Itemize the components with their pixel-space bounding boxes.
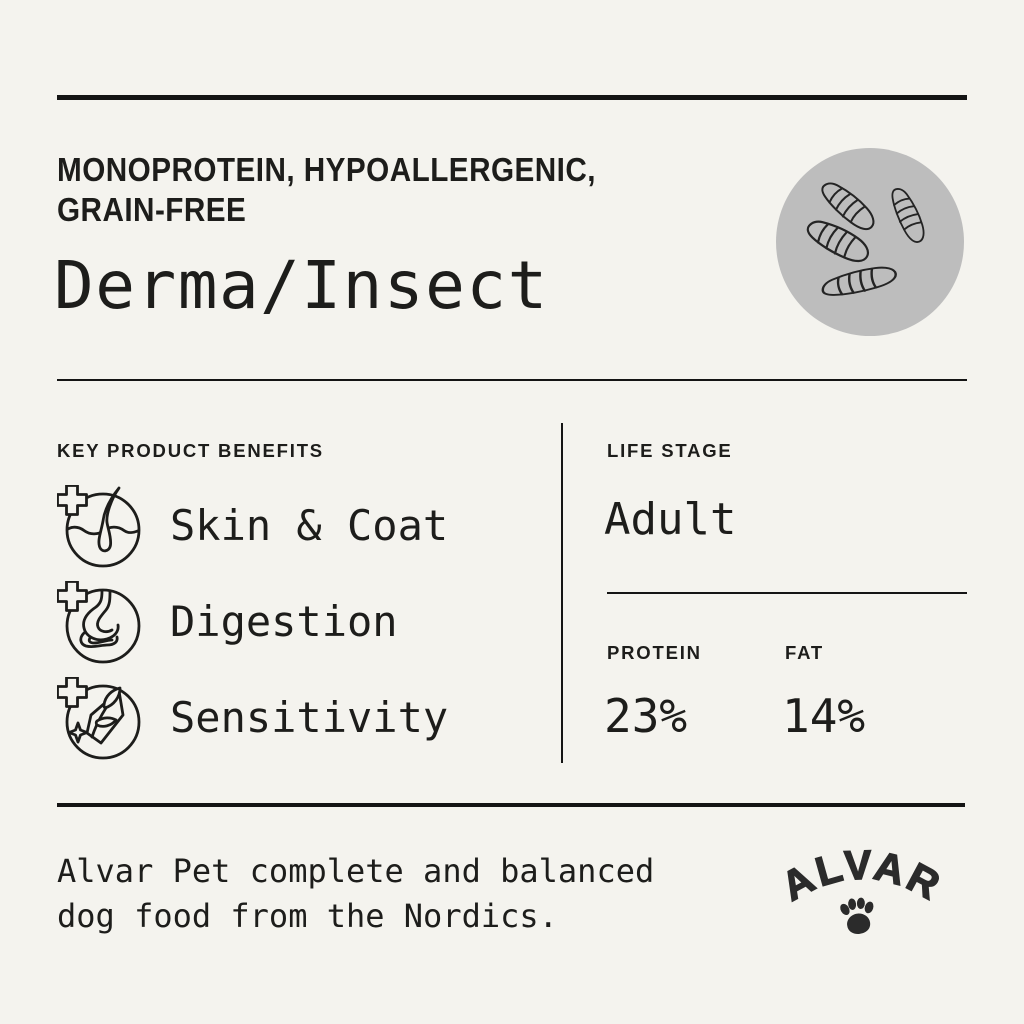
life-stage-label: LIFE STAGE xyxy=(607,440,733,461)
digestion-icon xyxy=(57,581,141,665)
footer-divider xyxy=(57,803,965,807)
skin-coat-icon xyxy=(57,485,141,569)
life-stage-divider xyxy=(607,592,967,594)
benefits-section-label: KEY PRODUCT BENEFITS xyxy=(57,440,324,461)
header-divider xyxy=(57,379,967,381)
protein-label: PROTEIN xyxy=(607,642,702,663)
brand-logo xyxy=(772,846,952,958)
top-divider xyxy=(57,95,967,100)
protein-value: 23% xyxy=(604,689,688,743)
product-tagline xyxy=(57,150,596,230)
benefit-row-skin-coat xyxy=(57,485,448,569)
life-stage-value: Adult xyxy=(604,494,737,545)
nutrient-protein xyxy=(604,642,702,743)
brand-name-text: ALVAR xyxy=(773,846,951,910)
benefits-list xyxy=(57,485,448,761)
product-name: Derma/Insect xyxy=(54,247,549,324)
fat-value: 14% xyxy=(782,689,866,743)
paw-icon xyxy=(838,896,878,936)
benefit-label: Skin & Coat xyxy=(170,500,449,550)
column-divider xyxy=(561,423,563,763)
sensitivity-icon xyxy=(57,677,141,761)
tagline-line-1: MONOPROTEIN, HYPOALLERGENIC, xyxy=(57,151,596,188)
insect-larvae-icon xyxy=(775,147,965,337)
benefit-row-digestion xyxy=(57,581,448,665)
benefit-label: Digestion xyxy=(170,596,398,646)
fat-label: FAT xyxy=(785,642,824,663)
benefit-row-sensitivity xyxy=(57,677,448,761)
tagline-line-2: GRAIN-FREE xyxy=(57,191,247,228)
badge-circle xyxy=(776,148,964,336)
insect-badge xyxy=(775,147,965,337)
nutrient-fat xyxy=(782,642,866,743)
footer-line-2: dog food from the Nordics. xyxy=(57,897,558,935)
plus-icon xyxy=(58,582,87,611)
plus-icon xyxy=(58,486,87,515)
alvar-logo xyxy=(772,846,952,958)
plus-icon xyxy=(58,678,87,707)
footer-line-1: Alvar Pet complete and balanced xyxy=(57,852,655,890)
benefit-label: Sensitivity xyxy=(170,692,449,742)
footer-description xyxy=(57,849,654,939)
